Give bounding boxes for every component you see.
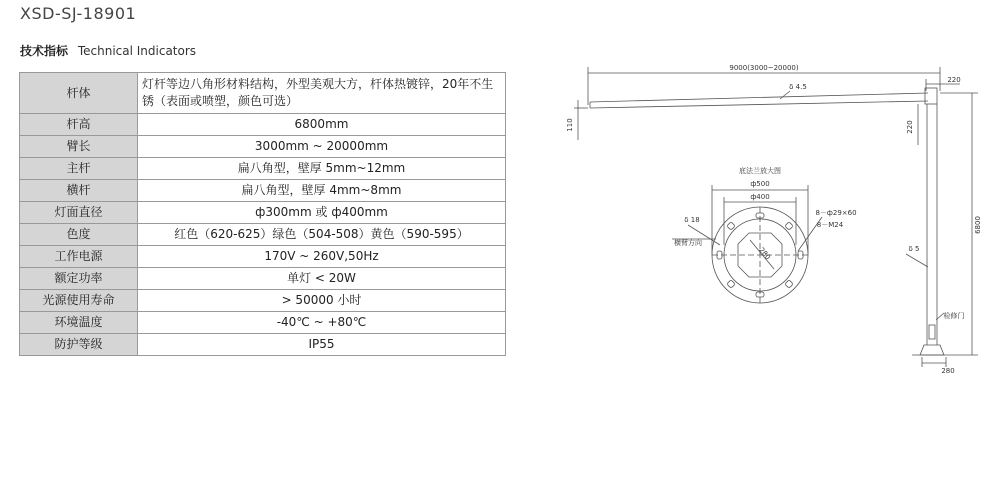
table-row — [20, 224, 506, 246]
table-row — [20, 73, 506, 114]
spec-value: > 50000 小时 — [138, 290, 506, 312]
table-row — [20, 290, 506, 312]
table-row — [20, 114, 506, 136]
flange-inner-dim: ф400 — [750, 193, 770, 201]
spec-key: 杆高 — [20, 114, 138, 136]
spec-key: 工作电源 — [20, 246, 138, 268]
spec-value: 3000mm ~ 20000mm — [138, 136, 506, 158]
model-code: XSD-SJ-18901 — [20, 4, 137, 23]
spec-value: 扁八角型，壁厚 5mm~12mm — [138, 158, 506, 180]
pole-thickness-label: δ 5 — [908, 245, 920, 253]
service-door-label: 检修门 — [943, 312, 965, 320]
spec-key: 额定功率 — [20, 268, 138, 290]
spec-value: 扁八角型，壁厚 4mm~8mm — [138, 180, 506, 202]
arm-length-dim: 9000(3000~20000) — [729, 64, 799, 72]
base-width-dim: 280 — [941, 367, 955, 375]
spec-value: IP55 — [138, 334, 506, 356]
flange-thickness-label: δ 18 — [684, 216, 700, 224]
flange-outer-dim: ф500 — [750, 180, 770, 188]
spec-table — [19, 72, 506, 356]
joint-dim: 220 — [906, 120, 914, 134]
spec-key: 臂长 — [20, 136, 138, 158]
spec-value: 红色（620-625）绿色（504-508）黄色（590-595） — [138, 224, 506, 246]
flange-center-dim: 280 — [757, 246, 772, 262]
spec-key: 主杆 — [20, 158, 138, 180]
table-row — [20, 180, 506, 202]
spec-key: 色度 — [20, 224, 138, 246]
spec-value: 灯杆等边八角形材料结构，外型美观大方，杆体热镀锌，20年不生锈（表面或喷塑，颜色可选） — [138, 73, 506, 114]
spec-key: 防护等级 — [20, 334, 138, 356]
spec-value: ф300mm 或 ф400mm — [138, 202, 506, 224]
flange-title: 底法兰放大图 — [739, 167, 781, 175]
left-dim: 110 — [566, 118, 574, 132]
section-heading — [20, 42, 196, 59]
table-row — [20, 334, 506, 356]
table-row — [20, 268, 506, 290]
spec-value: 170V ~ 260V,50Hz — [138, 246, 506, 268]
pole-height-dim: 6800 — [974, 216, 982, 234]
bolts-label: 8－M24 — [816, 221, 844, 229]
spec-key: 横杆 — [20, 180, 138, 202]
spec-key: 灯面直径 — [20, 202, 138, 224]
table-row — [20, 246, 506, 268]
spec-value: -40℃ ~ +80℃ — [138, 312, 506, 334]
section-title-en: Technical Indicators — [77, 44, 197, 58]
pole-technical-drawing — [560, 55, 990, 380]
section-title-cn: 技术指标 — [20, 44, 69, 58]
top-right-dim: 220 — [947, 76, 961, 84]
spec-key: 光源使用寿命 — [20, 290, 138, 312]
table-row — [20, 158, 506, 180]
arm-thickness-label: δ 4.5 — [789, 83, 807, 91]
table-row — [20, 202, 506, 224]
bolt-holes-label: 8－ф29×60 — [815, 209, 857, 217]
spec-key: 杆体 — [20, 73, 138, 114]
spec-key: 环境温度 — [20, 312, 138, 334]
arm-direction-label: 横臂方向 — [674, 239, 702, 247]
spec-value: 单灯 < 20W — [138, 268, 506, 290]
table-row — [20, 312, 506, 334]
table-row — [20, 136, 506, 158]
spec-value: 6800mm — [138, 114, 506, 136]
